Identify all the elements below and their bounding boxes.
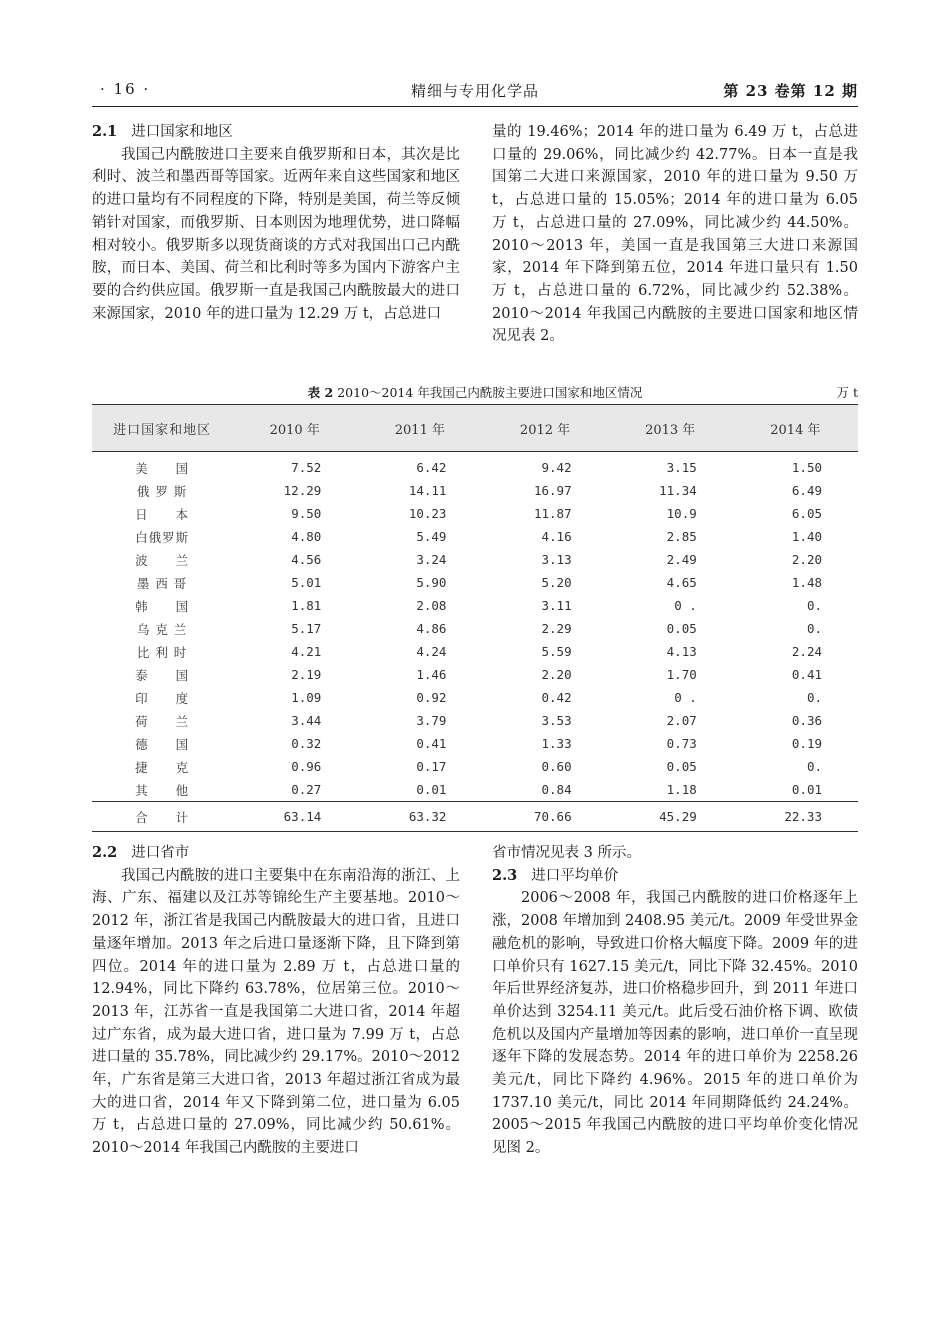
section-number: 2.3 xyxy=(492,866,518,884)
table-row xyxy=(92,594,858,617)
column-left-upper xyxy=(92,121,460,325)
section-heading-2-2 xyxy=(92,842,460,865)
table-cell: 2.24 xyxy=(791,644,822,659)
table-cell: 2.29 xyxy=(541,621,572,636)
table-cell: 0.19 xyxy=(791,736,822,751)
section-number: 2.1 xyxy=(92,123,118,140)
row-label: 荷 兰 xyxy=(135,713,190,729)
table-cell: 0. xyxy=(806,690,822,705)
paragraph: 我国己内酰胺的进口主要集中在东南沿海的浙江、上海、广东、福建以及江苏等锦纶生产主要基地。2010～2012 年，浙江省是我国己内酰胺最大的进口省，且进口量逐年增加。2013 年之后进口量逐渐下降，且下降到第四位。2014 年的进口量为 2.89 万 t，占总进口量的 12.94%，同比下降约 63.78%，位居第三位。2010～2013 年，江苏省一直是我国第二大进口省，2014 年超过广东省，成为最大进口省，进口量为 7.99 万 t，占总进口量的 35.78%，同比减少约 29.17%。2010～2012 年，广东省是第三大进口省，2013 年超过浙江省成为最大的进口省，2014 年又下降到第二位，进口量为 6.05 万 t，占总进口量的 27.09%，同比减少约 50.61%。2010～2014 年我国己内酰胺的主要进口 xyxy=(92,867,460,1157)
table-cell: 1.18 xyxy=(666,782,697,797)
table-cell: 0.41 xyxy=(791,667,822,682)
paragraph-continued: 省市情况见表 3 所示。 xyxy=(492,845,641,861)
table-cell: 0.92 xyxy=(416,690,447,705)
table-cell: 2.49 xyxy=(666,552,697,567)
section-heading-2-3 xyxy=(492,865,858,888)
table-cell: 2.19 xyxy=(291,667,322,682)
table-unit: 万 t xyxy=(836,385,858,400)
table-row xyxy=(92,686,858,709)
table-cell: 10.23 xyxy=(408,506,447,521)
row-label: 捷 克 xyxy=(135,759,190,775)
table-row xyxy=(92,502,858,525)
row-label: 泰 国 xyxy=(135,667,190,683)
row-label: 白俄罗斯 xyxy=(135,529,190,545)
row-label: 美 国 xyxy=(135,460,190,476)
page-number: · 16 · xyxy=(100,80,151,98)
table-cell: 4.24 xyxy=(416,644,447,659)
table-cell: 3.13 xyxy=(541,552,572,567)
column-header: 2010 年 xyxy=(232,405,357,452)
section-heading-2-1 xyxy=(92,121,460,144)
table-cell: 0 . xyxy=(674,598,697,613)
row-label: 韩 国 xyxy=(135,598,190,614)
row-label: 印 度 xyxy=(135,690,190,706)
paragraph: 我国己内酰胺进口主要来自俄罗斯和日本，其次是比利时、波兰和墨西哥等国家。近两年来自这些国家和地区的进口量均有不同程度的下降，特别是美国，荷兰等反倾销针对国家，而俄罗斯、日本则因为地理优势，进口降幅相对较小。俄罗斯多以现货商谈的方式对我国出口己内酰胺，而日本、美国、荷兰和比利时等多为国内下游客户主要的合约供应国。俄罗斯一直是我国己内酰胺最大的进口来源国家，2010 年的进口量为 12.29 万 t，占总进口 xyxy=(92,146,460,322)
table-cell: 0.32 xyxy=(291,736,322,751)
table-cell: 3.15 xyxy=(666,460,697,475)
table-cell: 0.17 xyxy=(416,759,447,774)
table-cell: 4.80 xyxy=(291,529,322,544)
table-cell: 3.53 xyxy=(541,713,572,728)
table-total-row xyxy=(92,802,858,832)
table-cell: 70.66 xyxy=(482,802,607,832)
table-cell: 63.32 xyxy=(357,802,482,832)
table-cell: 3.44 xyxy=(291,713,322,728)
row-label: 其 他 xyxy=(135,782,190,798)
table-cell: 4.16 xyxy=(541,529,572,544)
table-cell: 0.05 xyxy=(666,621,697,636)
table-cell: 0.36 xyxy=(791,713,822,728)
table-cell: 2.08 xyxy=(416,598,447,613)
import-table xyxy=(92,404,858,832)
table-cell: 4.56 xyxy=(291,552,322,567)
table-cell: 0.05 xyxy=(666,759,697,774)
table-cell: 3.11 xyxy=(541,598,572,613)
table-cell: 5.20 xyxy=(541,575,572,590)
section-title: 进口国家和地区 xyxy=(131,124,233,140)
table-cell: 0. xyxy=(806,759,822,774)
table-cell: 0.96 xyxy=(291,759,322,774)
table-cell: 0.27 xyxy=(291,782,322,797)
table-title: 2010～2014 年我国己内酰胺主要进口国家和地区情况 xyxy=(337,385,643,400)
table-row xyxy=(92,755,858,778)
table-cell: 5.59 xyxy=(541,644,572,659)
table-header-row xyxy=(92,405,858,452)
table-cell: 0.73 xyxy=(666,736,697,751)
column-header: 2014 年 xyxy=(733,405,858,452)
table-cell: 3.79 xyxy=(416,713,447,728)
row-label: 乌 克 兰 xyxy=(136,621,188,637)
table-row xyxy=(92,732,858,755)
table-cell: 1.40 xyxy=(791,529,822,544)
table-cell: 11.87 xyxy=(533,506,572,521)
table-cell: 4.21 xyxy=(291,644,322,659)
section-title: 进口平均单价 xyxy=(531,867,619,884)
table-row xyxy=(92,709,858,732)
table-cell: 6.49 xyxy=(791,483,822,498)
table-cell: 6.42 xyxy=(416,460,447,475)
column-header: 2011 年 xyxy=(357,405,482,452)
table-cell: 1.33 xyxy=(541,736,572,751)
column-right-lower xyxy=(492,842,858,1160)
row-label: 俄 罗 斯 xyxy=(136,483,188,499)
table-cell: 2.20 xyxy=(791,552,822,567)
table-label: 表 2 xyxy=(307,385,334,400)
column-header: 2012 年 xyxy=(482,405,607,452)
table-row xyxy=(92,640,858,663)
table-cell: 9.50 xyxy=(291,506,322,521)
table-cell: 0.41 xyxy=(416,736,447,751)
table-cell: 4.86 xyxy=(416,621,447,636)
table-cell: 22.33 xyxy=(733,802,858,832)
table-cell: 2.07 xyxy=(666,713,697,728)
table-cell: 9.42 xyxy=(541,460,572,475)
row-label: 日 本 xyxy=(135,506,190,522)
table-cell: 0.01 xyxy=(416,782,447,797)
row-label: 德 国 xyxy=(135,736,190,752)
table-row xyxy=(92,617,858,640)
table-cell: 7.52 xyxy=(291,460,322,475)
column-header: 进口国家和地区 xyxy=(92,405,232,452)
table-cell: 2.85 xyxy=(666,529,697,544)
row-label: 墨 西 哥 xyxy=(136,575,188,591)
table-cell: 12.29 xyxy=(283,483,322,498)
table-row xyxy=(92,778,858,802)
table-cell: 5.49 xyxy=(416,529,447,544)
row-label: 波 兰 xyxy=(135,552,190,568)
table-row xyxy=(92,452,858,480)
table-row xyxy=(92,571,858,594)
table-cell: 0.60 xyxy=(541,759,572,774)
table-cell: 0. xyxy=(806,621,822,636)
journal-title: 精细与专用化学品 xyxy=(410,82,539,100)
table-cell: 0.84 xyxy=(541,782,572,797)
column-header: 2013 年 xyxy=(608,405,733,452)
table-cell: 合 计 xyxy=(92,802,232,832)
column-left-lower xyxy=(92,842,460,1160)
table-cell: 5.90 xyxy=(416,575,447,590)
issue-label: 第 23 卷第 12 期 xyxy=(723,82,858,100)
row-label: 比 利 时 xyxy=(136,644,188,660)
table-cell: 16.97 xyxy=(533,483,572,498)
table-cell: 1.46 xyxy=(416,667,447,682)
table-cell: 3.24 xyxy=(416,552,447,567)
table-cell: 0.01 xyxy=(791,782,822,797)
table-cell: 4.65 xyxy=(666,575,697,590)
table-cell: 45.29 xyxy=(608,802,733,832)
table-caption xyxy=(92,383,858,401)
table-cell: 14.11 xyxy=(408,483,447,498)
table-cell: 1.70 xyxy=(666,667,697,682)
table-row xyxy=(92,663,858,686)
table-cell: 0. xyxy=(806,598,822,613)
paragraph-continued: 量的 19.46%；2014 年的进口量为 6.49 万 t，占总进口量的 29.06%，同比减少约 42.77%。日本一直是我国第二大进口来源国家，2010 年的进口量为 9.50 万 t，占总进口量的 15.05%；2014 年的进口量为 6.05 万 t，占总进口量的 27.09%，同比减少约 44.50%。2010～2013 年，美国一直是我国第三大进口来源国家，2014 年下降到第五位，2014 年进口量只有 1.50 万 t，占总进口量的 6.72%，同比减少约 52.38%。2010～2014 年我国己内酰胺的主要进口国家和地区情况见表 2。 xyxy=(492,124,858,345)
table-cell: 5.01 xyxy=(291,575,322,590)
table-cell: 1.50 xyxy=(791,460,822,475)
table-cell: 0 . xyxy=(674,690,697,705)
table-cell: 1.48 xyxy=(791,575,822,590)
table-cell: 2.20 xyxy=(541,667,572,682)
table-cell: 1.09 xyxy=(291,690,322,705)
table-cell: 5.17 xyxy=(291,621,322,636)
table-row xyxy=(92,548,858,571)
running-header xyxy=(92,72,858,107)
table-cell: 1.81 xyxy=(291,598,322,613)
table-row xyxy=(92,479,858,502)
table-row xyxy=(92,525,858,548)
table-cell: 4.13 xyxy=(666,644,697,659)
table-cell: 0.42 xyxy=(541,690,572,705)
table-cell: 10.9 xyxy=(666,506,697,521)
paragraph: 2006～2008 年，我国己内酰胺的进口价格逐年上涨，2008 年增加到 2408.95 美元/t。2009 年受世界金融危机的影响，导致进口价格大幅度下降。2009 年的进口单价只有 1627.15 美元/t，同比下降 32.45%。2010 年后世界经济复苏，进口价格稳步回升，到 2011 年进口单价达到 3254.11 美元/t。此后受石油价格下调、欧债危机以及国内产量增加等因素的影响，进口单价一直呈现逐年下降的发展态势。2014 年的进口单价为 2258.26 美元/t，同比下降约 4.96%。2015 年的进口单价为 1737.10 美元/t，同比 2014 年同期降低约 24.24%。2005～2015 年我国己内酰胺的进口平均单价变化情况见图 2。 xyxy=(492,890,858,1157)
section-number: 2.2 xyxy=(92,844,118,861)
column-right-upper xyxy=(492,121,858,348)
table-cell: 11.34 xyxy=(659,483,697,498)
table-cell: 63.14 xyxy=(232,802,357,832)
section-title: 进口省市 xyxy=(131,845,190,861)
table-cell: 6.05 xyxy=(791,506,822,521)
